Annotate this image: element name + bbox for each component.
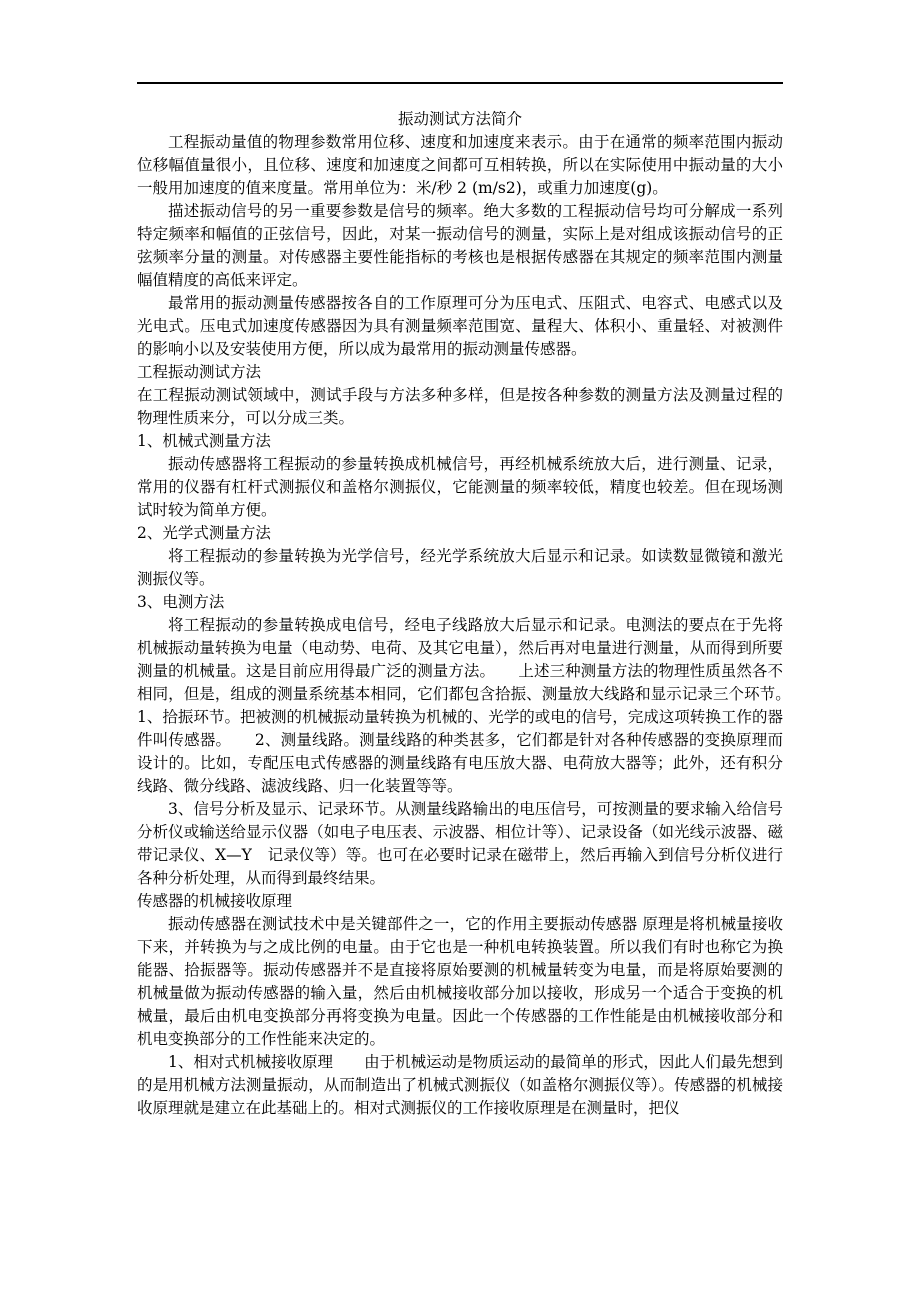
paragraph: 振动传感器将工程振动的参量转换成机械信号，再经机械系统放大后，进行测量、记录，常用的仪器有杠杆式测振仪和盖格尔测振仪，它能测量的频率较低，精度也较差。但在现场测试时较为简单方便。 bbox=[137, 455, 783, 519]
paragraph: 在工程振动测试领域中，测试手段与方法多种多样，但是按各种参数的测量方法及测量过程的物理性质来分，可以分成三类。 bbox=[137, 386, 783, 427]
section-heading: 传感器的机械接收原理 bbox=[137, 892, 293, 910]
section-heading: 2、光学式测量方法 bbox=[137, 524, 271, 542]
paragraph: 振动传感器在测试技术中是关键部件之一，它的作用主要振动传感器 原理是将机械量接收下来，并转换为与之成比例的电量。由于它也是一种机电转换装置。所以我们有时也称它为换能器、拾振器等。振动传感器并不是直接将原始要测的机械量转变为电量，而是将原始要测的机械量做为振动传感器的输入量，然后由机械接收部分加以接收，形成另一个适合于变换的机械量，最后由机电变换部分再将变换为电量。因此一个传感器的工作性能是由机械接收部分和机电变换部分的工作性能来决定的。 bbox=[137, 915, 783, 1048]
section-heading: 1、机械式测量方法 bbox=[137, 432, 271, 450]
paragraph: 工程振动量值的物理参数常用位移、速度和加速度来表示。由于在通常的频率范围内振动位移幅值量很小，且位移、速度和加速度之间都可互相转换，所以在实际使用中振动量的大小一般用加速度的值来度量。常用单位为：米/秒 2 (m/s2)，或重力加速度(g)。 bbox=[137, 133, 783, 197]
paragraph: 最常用的振动测量传感器按各自的工作原理可分为压电式、压阻式、电容式、电感式以及光电式。压电式加速度传感器因为具有测量频率范围宽、量程大、体积小、重量轻、对被测件的影响小以及安装使用方便，所以成为最常用的振动测量传感器。 bbox=[137, 294, 783, 358]
document-title: 振动测试方法简介 bbox=[397, 110, 522, 128]
paragraph: 将工程振动的参量转换为光学信号，经光学系统放大后显示和记录。如读数显微镜和激光测振仪等。 bbox=[137, 547, 783, 588]
section-heading: 工程振动测试方法 bbox=[137, 363, 262, 381]
paragraph: 1、相对式机械接收原理 由于机械运动是物质运动的最简单的形式，因此人们最先想到的是用机械方法测量振动，从而制造出了机械式测振仪（如盖格尔测振仪等）。传感器的机械接收原理就是建立在此基础上的。相对式测振仪的工作接收原理是在测量时，把仪 bbox=[137, 1053, 783, 1117]
paragraph: 描述振动信号的另一重要参数是信号的频率。绝大多数的工程振动信号均可分解成一系列特定频率和幅值的正弦信号，因此，对某一振动信号的测量，实际上是对组成该振动信号的正弦频率分量的测量。对传感器主要性能指标的考核也是根据传感器在其规定的频率范围内测量幅值精度的高低来评定。 bbox=[137, 202, 783, 289]
document-body bbox=[137, 108, 815, 1120]
paragraph: 将工程振动的参量转换成电信号，经电子线路放大后显示和记录。电测法的要点在于先将机械振动量转换为电量（电动势、电荷、及其它电量），然后再对电量进行测量，从而得到所要测量的机械量。这是目前应用得最广泛的测量方法。 上述三种测量方法的物理性质虽然各不相同，但是，组成的测量系统基本相同，它们都包含拾振、测量放大线路和显示记录三个环节。 1、拾振环节。把被测的机械振动量转换为机械的、光学的或电的信号，完成这项转换工作的器件叫传感器。 2、测量线路。测量线路的种类甚多，它们都是针对各种传感器的变换原理而设计的。比如，专配压电式传感器的测量线路有电压放大器、电荷放大器等；此外，还有积分线路、微分线路、滤波线路、归一化装置等等。 bbox=[137, 616, 815, 795]
header-rule bbox=[137, 82, 783, 84]
section-heading: 3、电测方法 bbox=[137, 593, 225, 611]
paragraph: 3、信号分析及显示、记录环节。从测量线路输出的电压信号，可按测量的要求输入给信号分析仪或输送给显示仪器（如电子电压表、示波器、相位计等）、记录设备（如光线示波器、磁带记录仪、X—Y 记录仪等）等。也可在必要时记录在磁带上，然后再输入到信号分析仪进行各种分析处理，从而得到最终结果。 bbox=[137, 800, 783, 887]
